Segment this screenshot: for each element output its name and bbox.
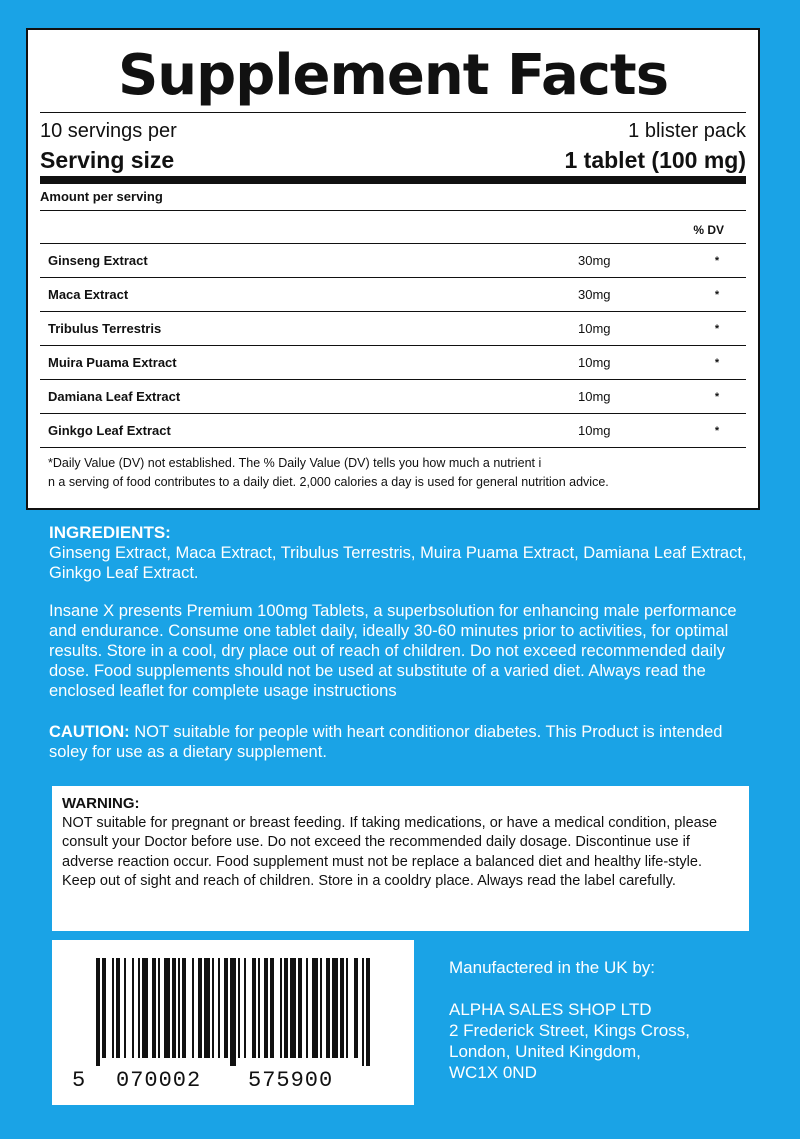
barcode-bar [152, 958, 156, 1058]
nutrient-amount: 10mg [578, 312, 688, 346]
barcode-first-digit: 5 [72, 1068, 87, 1093]
barcode-bar [354, 958, 358, 1058]
caution-text: NOT suitable for people with heart conditionor diabetes. This Product is intended soley for use as a dietary supplement. [49, 723, 723, 761]
nutrient-row [40, 414, 746, 448]
manufacturer-heading: Manufactered in the UK by: [449, 958, 656, 977]
footnote-line-2: n a serving of food contributes to a daily diet. 2,000 calories a day is used for general nutrition advice. [48, 475, 609, 489]
barcode-bar [192, 958, 194, 1058]
barcode-bar [298, 958, 302, 1058]
barcode-bar [284, 958, 288, 1058]
ingredients-text: Ginseng Extract, Maca Extract, Tribulus Terrestris, Muira Puama Extract, Damiana Leaf Extract, Ginkgo Leaf Extract. [49, 544, 747, 582]
nutrient-name: Tribulus Terrestris [40, 312, 578, 346]
barcode-right-group: 575900 [248, 1068, 334, 1093]
nutrient-table [40, 243, 746, 447]
nutrient-row [40, 244, 746, 278]
manufacturer-address-1: 2 Frederick Street, Kings Cross, [449, 1021, 690, 1040]
nutrient-amount: 10mg [578, 414, 688, 448]
servings-per: 10 servings per [40, 120, 177, 142]
servings-pack: 1 blister pack [628, 120, 746, 142]
barcode-bar [258, 958, 260, 1058]
description: Insane X presents Premium 100mg Tablets, a superbsolution for enhancing male performance and endurance. Consume one tablet daily, ideally 30-60 minutes prior to activities, for optimal results. Store in a cool, dry place out of reach of children. Do not exceed recommended daily dose. Food supplements should not be used at substitute of a varied diet. Always read the enclosed leaflet for complete usage instructions [49, 602, 737, 700]
warning-text: NOT suitable for pregnant or breast feeding. If taking medications, or have a medical condition, please consult your Doctor before use. Do not exceed the recommended daily dosage. Discontinue use if adverse reaction occur. Food supplement must not be replace a balanced diet and healthy life-style. Keep out of sight and reach of children. Store in a cooldry place. Always read the label carefully. [62, 814, 718, 889]
barcode-bar [340, 958, 344, 1058]
supplement-facts-panel [26, 28, 760, 510]
nutrient-name: Ginseng Extract [40, 244, 578, 278]
barcode-bar [230, 958, 236, 1066]
barcode-bar [212, 958, 214, 1058]
barcode-bar [112, 958, 114, 1058]
warning-box [52, 786, 749, 931]
barcode-bar [270, 958, 274, 1058]
barcode-bar [204, 958, 210, 1058]
manufacturer-block [449, 957, 690, 1083]
barcode-bar [178, 958, 180, 1058]
barcode-bar [116, 958, 120, 1058]
barcode-bar [280, 958, 282, 1058]
barcode-bar [252, 958, 256, 1058]
barcode-bar [158, 958, 160, 1058]
barcode-left-group: 070002 [116, 1068, 202, 1093]
nutrient-name: Ginkgo Leaf Extract [40, 414, 578, 448]
barcode-bar [164, 958, 170, 1058]
nutrient-row [40, 312, 746, 346]
nutrient-name: Muira Puama Extract [40, 346, 578, 380]
serving-size-label: Serving size [40, 147, 175, 173]
barcode-bar [96, 958, 100, 1066]
barcode-bar [264, 958, 268, 1058]
barcode-bar [332, 958, 338, 1058]
nutrient-amount: 30mg [578, 278, 688, 312]
barcode-bar [290, 958, 296, 1058]
footnote [40, 447, 746, 492]
barcode-bar [142, 958, 148, 1058]
nutrient-dv: * [688, 346, 746, 380]
ingredients-title: INGREDIENTS: [49, 523, 171, 542]
nutrient-amount: 10mg [578, 380, 688, 414]
manufacturer-postcode: WC1X 0ND [449, 1063, 537, 1082]
barcode-bar [306, 958, 308, 1058]
nutrient-amount: 10mg [578, 346, 688, 380]
barcode-bars [96, 958, 370, 1066]
barcode-bar [182, 958, 186, 1058]
barcode-bar [362, 958, 364, 1066]
barcode-bar [172, 958, 176, 1058]
barcode-bar [366, 958, 370, 1066]
dv-header-label: % DV [693, 223, 724, 237]
caution-section [49, 722, 761, 762]
barcode-bar [102, 958, 106, 1058]
footnote-line-1: *Daily Value (DV) not established. The % Daily Value (DV) tells you how much a nutrient i [48, 456, 542, 470]
dv-header [40, 211, 746, 243]
nutrient-dv: * [688, 244, 746, 278]
nutrient-row [40, 278, 746, 312]
barcode-bar [326, 958, 330, 1058]
facts-title: Supplement Facts [117, 43, 669, 108]
barcode-bar [124, 958, 126, 1058]
barcode-bar [312, 958, 318, 1058]
nutrient-row [40, 380, 746, 414]
nutrient-dv: * [688, 380, 746, 414]
barcode-bar [320, 958, 322, 1058]
manufacturer-address-2: London, United Kingdom, [449, 1042, 641, 1061]
barcode [52, 940, 414, 1105]
barcode-bar [198, 958, 202, 1058]
barcode-bar [346, 958, 348, 1058]
nutrient-row [40, 346, 746, 380]
caution-title: CAUTION: [49, 723, 130, 741]
serving-size-value: 1 tablet (100 mg) [564, 147, 746, 173]
nutrient-name: Maca Extract [40, 278, 578, 312]
nutrient-dv: * [688, 414, 746, 448]
servings-row [40, 118, 746, 144]
ingredients-section [49, 523, 761, 583]
barcode-bar [244, 958, 246, 1058]
nutrient-name: Damiana Leaf Extract [40, 380, 578, 414]
warning-title: WARNING: [62, 795, 140, 812]
manufacturer-company: ALPHA SALES SHOP LTD [449, 1000, 652, 1019]
barcode-bar [132, 958, 134, 1058]
nutrient-dv: * [688, 312, 746, 346]
barcode-bar [238, 958, 240, 1058]
nutrient-dv: * [688, 278, 746, 312]
serving-size-row [40, 144, 746, 176]
barcode-bar [138, 958, 140, 1058]
nutrient-amount: 30mg [578, 244, 688, 278]
barcode-bar [224, 958, 228, 1058]
amount-per-serving: Amount per serving [40, 189, 163, 204]
barcode-bar [218, 958, 220, 1058]
